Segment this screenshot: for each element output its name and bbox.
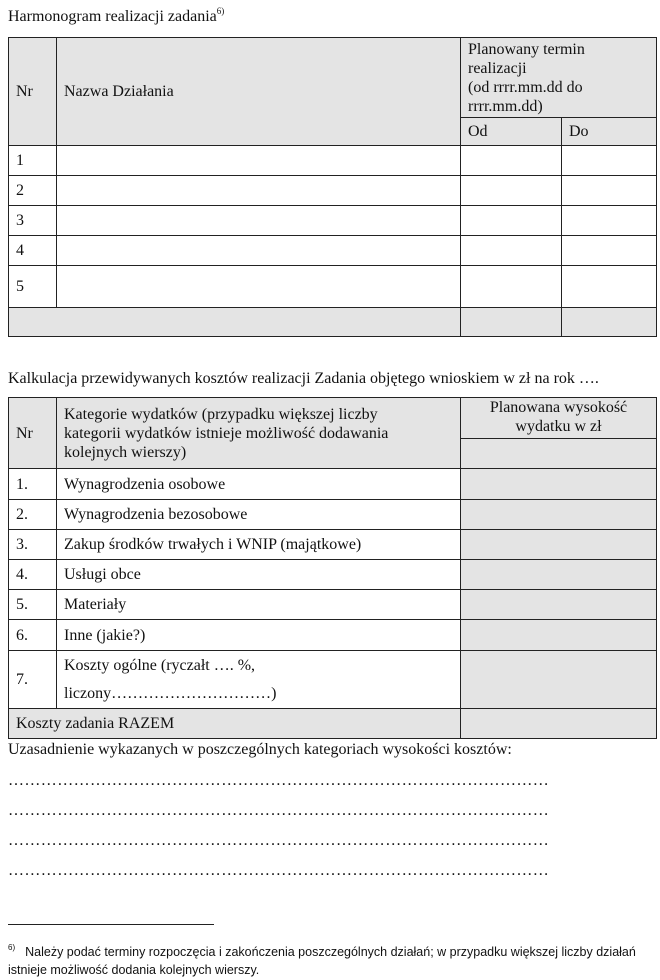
to-cell[interactable] [562,266,657,308]
row-nr: 2. [9,500,57,530]
from-cell[interactable] [461,236,562,266]
header-term-line: Planowany termin [468,41,585,58]
footnote-marker: 6) [8,943,16,952]
category-label: Wynagrodzenia bezosobowe [57,500,461,530]
table-row [9,500,657,530]
summary-to-cell [562,308,657,337]
to-cell[interactable] [562,176,657,206]
summary-from-cell [461,308,562,337]
row-nr: 3 [9,206,57,236]
from-cell[interactable] [461,266,562,308]
row-nr: 6. [9,620,57,651]
to-cell[interactable] [562,236,657,266]
amount-cell[interactable] [461,530,657,560]
table-row [9,560,657,590]
action-name-cell[interactable] [57,236,461,266]
action-name-cell[interactable] [57,266,461,308]
table-row [9,620,657,651]
row-nr: 2 [9,176,57,206]
category-label: Materiały [57,590,461,620]
schedule-title: Harmonogram realizacji zadania$^{6)}$ [8,6,225,25]
total-amount-cell[interactable] [461,709,657,739]
row-nr: 5 [9,266,57,308]
footnote [8,939,656,979]
row-nr: 7. [9,651,57,709]
justification-line[interactable]: ……………………………………………………………………………………… [8,802,550,819]
category-label: Usługi obce [57,560,461,590]
category-label: Zakup środków trwałych i WNIP (majątkowe) [57,530,461,560]
summary-cell [9,308,461,337]
table-row-summary [9,308,657,337]
header-category-line: kolejnych wierszy) [64,443,187,461]
header-nr: Nr [9,398,57,469]
category-label: Inne (jakie?) [57,620,461,651]
row-nr: 3. [9,530,57,560]
costs-table [8,397,657,739]
justification-line[interactable]: ……………………………………………………………………………………… [8,772,550,789]
table-row-total [9,709,657,739]
amount-cell[interactable] [461,500,657,530]
amount-cell[interactable] [461,560,657,590]
from-cell[interactable] [461,206,562,236]
from-cell[interactable] [461,176,562,206]
footnote-ref: 6) [216,6,225,16]
table-row [9,146,657,176]
footnote-text: Należy podać terminy rozpoczęcia i zakończenia poszczególnych działań; w przypadku większej liczby działań istnieje możliwość dodania kolejnych wierszy. [8,945,636,977]
row-nr: 4. [9,560,57,590]
header-term-line: rrrr.mm.dd) [468,98,543,115]
category-label: Wynagrodzenia osobowe [57,469,461,500]
amount-cell[interactable] [461,469,657,500]
header-term-line: realizacji [468,60,527,77]
table-row [9,176,657,206]
to-cell[interactable] [562,206,657,236]
action-name-cell[interactable] [57,206,461,236]
table-row [9,206,657,236]
row-nr: 4 [9,236,57,266]
header-amount-line: wydatku w zł [515,418,602,435]
from-cell[interactable] [461,146,562,176]
action-name-cell[interactable] [57,176,461,206]
header-term-line: (od rrrr.mm.dd do [468,79,583,96]
header-category-line: Kategorie wydatków (przypadku większej liczby [64,405,378,423]
amount-cell[interactable] [461,590,657,620]
total-label: Koszty zadania RAZEM [9,709,461,739]
overhead-line: liczony…………………………) [64,684,277,702]
header-planned-term [461,38,657,118]
justification-line[interactable]: ……………………………………………………………………………………… [8,862,550,879]
justification-title: Uzasadnienie wykazanych w poszczególnych kategoriach wysokości kosztów: [8,741,512,758]
row-nr: 1 [9,146,57,176]
header-amount-sub [461,439,657,469]
table-row [9,651,657,709]
row-nr: 5. [9,590,57,620]
table-row [9,236,657,266]
header-category [57,398,461,469]
header-amount-line: Planowana wysokość [489,399,628,416]
costs-title: Kalkulacja przewidywanych kosztów realizacji Zadania objętego wnioskiem w zł na rok …. [8,370,599,387]
table-row [9,266,657,308]
table-row [9,530,657,560]
to-cell[interactable] [562,146,657,176]
schedule-table [8,37,657,337]
header-action-name: Nazwa Działania [57,38,461,146]
amount-cell[interactable] [461,620,657,651]
action-name-cell[interactable] [57,146,461,176]
table-row [9,469,657,500]
header-category-line: kategorii wydatków istnieje możliwość dodawania [64,424,389,442]
justification-line[interactable]: ……………………………………………………………………………………… [8,832,550,849]
row-nr: 1. [9,469,57,500]
header-nr: Nr [9,38,57,146]
category-label-overhead [57,651,461,709]
overhead-line: Koszty ogólne (ryczałt …. %, [64,656,256,674]
header-planned-amount [461,398,657,439]
table-row [9,590,657,620]
header-from: Od [461,118,562,146]
amount-cell[interactable] [461,651,657,709]
footnote-divider [8,924,214,925]
header-to: Do [562,118,657,146]
